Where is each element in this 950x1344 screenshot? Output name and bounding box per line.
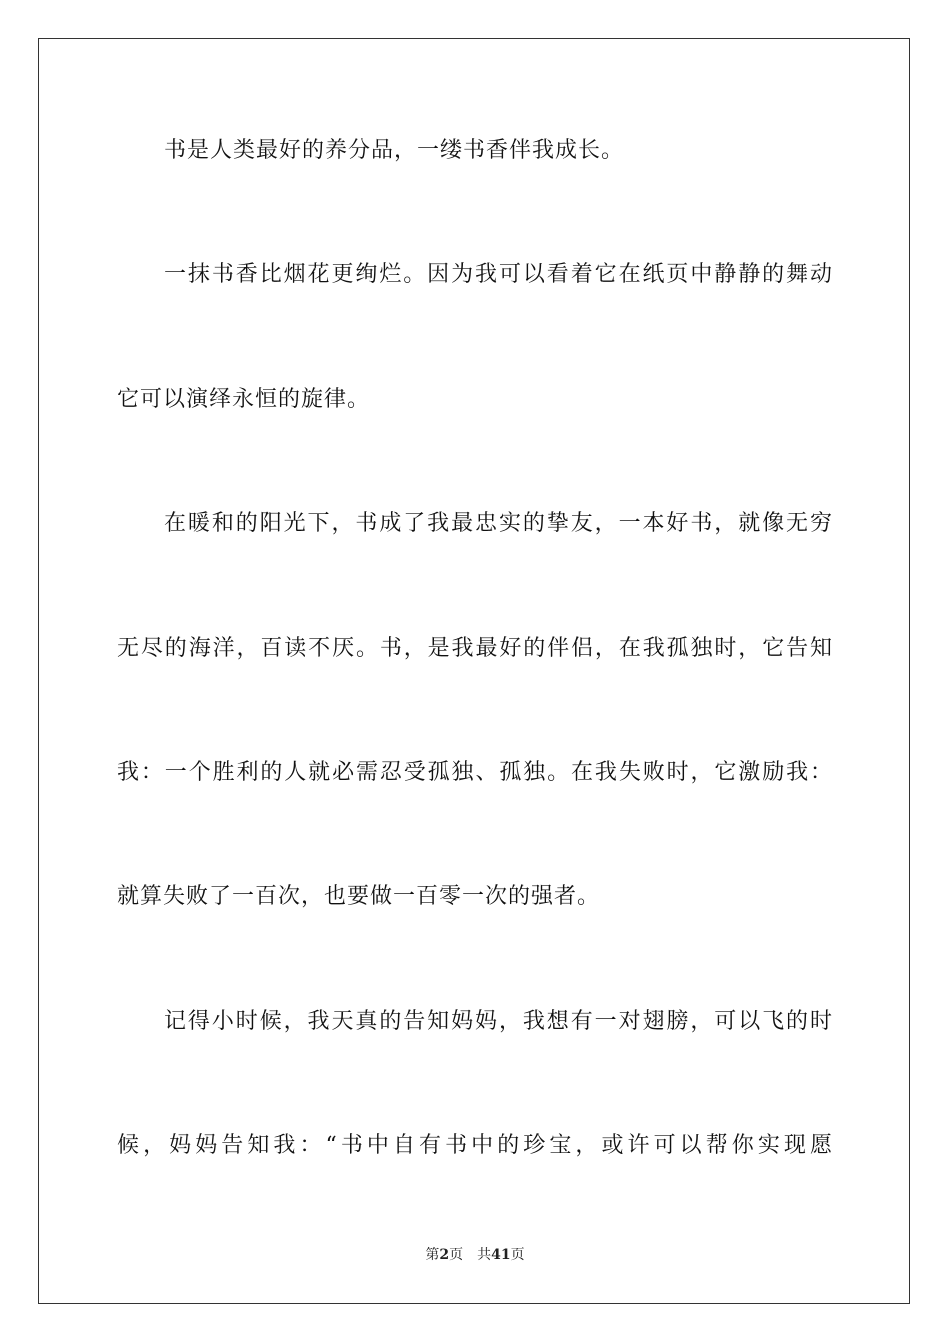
total-pages: 41: [491, 1247, 511, 1263]
page-prefix: 第: [425, 1247, 440, 1263]
paragraph-line: 就算失败了一百次，也要做一百零一次的强者。: [117, 884, 601, 909]
paragraph-line: 在暖和的阳光下，书成了我最忠实的挚友，一本好书，就像无穷: [164, 511, 833, 536]
paragraph-line: 无尽的海洋，百读不厌。书，是我最好的伴侣，在我孤独时，它告知: [117, 636, 833, 661]
paragraph-line: 一抹书香比烟花更绚烂。因为我可以看着它在纸页中静静的舞动: [164, 262, 833, 287]
paragraph-line: 候，妈妈告知我：“书中自有书中的珍宝，或许可以帮你实现愿: [117, 1133, 833, 1158]
page-number: 2: [439, 1247, 450, 1263]
paragraph-line: 记得小时候，我天真的告知妈妈，我想有一对翅膀，可以飞的时: [164, 1009, 833, 1034]
page-frame: [38, 38, 910, 1304]
total-prefix: 共: [477, 1247, 492, 1263]
total-suffix: 页: [510, 1247, 525, 1263]
page-footer: [0, 1245, 950, 1265]
page-suffix: 页: [449, 1247, 464, 1263]
paragraph-line: 书是人类最好的养分品，一缕书香伴我成长。: [164, 138, 625, 163]
paragraph-line: 我：一个胜利的人就必需忍受孤独、孤独。在我失败时，它激励我：: [117, 760, 833, 785]
paragraph-line: 它可以演绎永恒的旋律。: [117, 387, 371, 412]
